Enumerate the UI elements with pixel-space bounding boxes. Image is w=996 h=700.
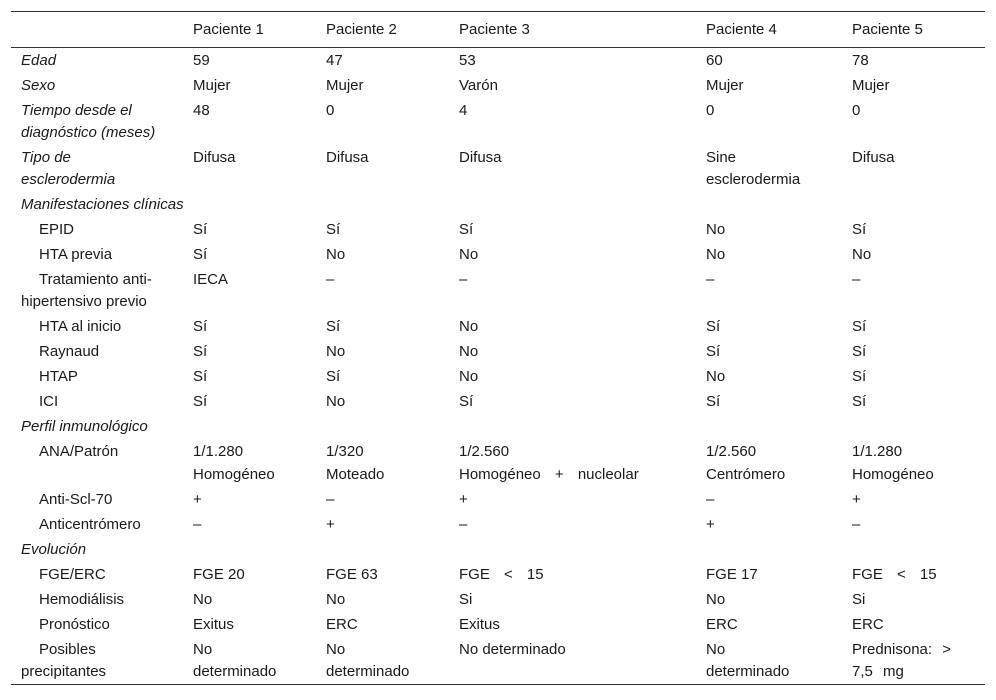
table-body (11, 48, 985, 685)
row-label: Sexo (21, 77, 56, 94)
cell: FGE < 15 (459, 566, 544, 583)
cell: Moteado (326, 466, 385, 483)
cell: 53 (459, 52, 476, 69)
cell: 47 (326, 52, 343, 69)
row-anticentromero (11, 512, 985, 537)
row-ana-patron (11, 439, 985, 464)
cell: Sí (326, 221, 341, 238)
row-label: ANA/Patrón (39, 443, 119, 460)
row-label: Tipo de esclerodermia (21, 149, 116, 188)
cell: 0 (326, 102, 335, 119)
cell: No (459, 318, 479, 335)
row-label: Tiempo desde el diagnóstico (meses) (21, 102, 156, 141)
cell: – (706, 491, 715, 508)
row-ana-patron-detalle (11, 464, 985, 487)
row-label: FGE/ERC (39, 566, 106, 583)
cell: No (852, 246, 872, 263)
cell: ERC (326, 616, 358, 633)
cell: No (706, 221, 726, 238)
cell: FGE 63 (326, 566, 378, 583)
row-label: HTAP (39, 368, 78, 385)
cell: – (706, 271, 715, 288)
cell: 1/320 (326, 443, 364, 460)
section-manifestaciones (11, 192, 985, 217)
cell: Sí (852, 393, 867, 410)
cell: 4 (459, 102, 468, 119)
header-row (11, 12, 985, 48)
cell: + (852, 491, 861, 508)
cell: No determinado (193, 641, 277, 680)
row-label (11, 464, 182, 487)
cell: No (459, 368, 479, 385)
cell: No (706, 246, 726, 263)
cell: – (852, 271, 861, 288)
row-posibles-precipitantes (11, 637, 985, 685)
row-fge-erc (11, 562, 985, 587)
cell: No determinado (459, 641, 566, 658)
cell: Sí (852, 221, 867, 238)
row-ici (11, 389, 985, 414)
row-epid (11, 217, 985, 242)
row-label: HTA previa (39, 246, 113, 263)
row-label: Tratamiento anti-hipertensivo previo (21, 271, 152, 310)
cell: 1/2.560 (706, 443, 757, 460)
cell: Difusa (459, 149, 502, 166)
row-label: Anti-Scl-70 (39, 491, 113, 508)
cell: Sí (706, 318, 721, 335)
header-paciente-2: Paciente 2 (326, 20, 397, 38)
cell: Sine esclerodermia (706, 149, 801, 188)
cell: No (459, 343, 479, 360)
cell: No (193, 591, 213, 608)
cell: FGE 20 (193, 566, 245, 583)
cell: Homogéneo (852, 466, 934, 483)
cell: ERC (852, 616, 884, 633)
cell: Mujer (852, 77, 890, 94)
row-hemodialisis (11, 587, 985, 612)
cell: No determinado (706, 641, 790, 680)
row-label: ICI (39, 393, 59, 410)
row-raynaud (11, 339, 985, 364)
cell: No (326, 591, 346, 608)
cell: Sí (193, 393, 208, 410)
cell: No (326, 393, 346, 410)
cell: Difusa (193, 149, 236, 166)
cell: – (326, 491, 335, 508)
header-cell-empty (11, 12, 182, 48)
cell: Varón (459, 77, 498, 94)
row-htap (11, 364, 985, 389)
header-paciente-1: Paciente 1 (193, 20, 264, 38)
row-label: HTA al inicio (39, 318, 122, 335)
row-label: Posibles precipitantes (21, 641, 107, 680)
cell: + (459, 491, 468, 508)
cell: Sí (326, 318, 341, 335)
cell: – (459, 516, 468, 533)
header-paciente-4: Paciente 4 (706, 20, 777, 38)
row-pronostico (11, 612, 985, 637)
cell: Centrómero (706, 466, 786, 483)
cell: Sí (193, 368, 208, 385)
cell: + (326, 516, 335, 533)
row-tratamiento-previo (11, 267, 985, 314)
section-perfil-inmunologico (11, 414, 985, 439)
section-title: Evolución (21, 541, 87, 558)
cell: Mujer (326, 77, 364, 94)
cell: 1/2.560 (459, 443, 510, 460)
cell: Sí (326, 368, 341, 385)
cell: FGE < 15 (852, 566, 937, 583)
header-paciente-3: Paciente 3 (459, 20, 530, 38)
cell: Homogéneo + nucleolar (459, 466, 639, 483)
section-title: Manifestaciones clínicas (21, 196, 184, 213)
cell: 0 (706, 102, 715, 119)
cell: Sí (459, 393, 474, 410)
cell: 59 (193, 52, 210, 69)
cell: Mujer (706, 77, 744, 94)
cell: Sí (193, 318, 208, 335)
header-paciente-5: Paciente 5 (852, 20, 923, 38)
row-sexo (11, 73, 985, 98)
cell: Sí (193, 221, 208, 238)
row-edad (11, 48, 985, 74)
cell: No determinado (326, 641, 410, 680)
cell: – (459, 271, 468, 288)
row-label: Hemodiálisis (39, 591, 125, 608)
cell: 1/1.280 (193, 443, 244, 460)
cell: Difusa (852, 149, 895, 166)
cell: 1/1.280 (852, 443, 903, 460)
cell: Si (459, 591, 473, 608)
row-tipo-esclerodermia (11, 145, 985, 192)
cell: Exitus (193, 616, 234, 633)
cell: 60 (706, 52, 723, 69)
cell: Sí (706, 343, 721, 360)
cell: Sí (852, 318, 867, 335)
section-evolucion (11, 537, 985, 562)
row-hta-previa (11, 242, 985, 267)
row-hta-inicio (11, 314, 985, 339)
cell: Sí (852, 343, 867, 360)
cell: No (459, 246, 479, 263)
cell: Exitus (459, 616, 500, 633)
cell: 0 (852, 102, 861, 119)
cell: 78 (852, 52, 869, 69)
cell: Si (852, 591, 866, 608)
cell: + (193, 491, 202, 508)
cell: Mujer (193, 77, 231, 94)
cell: Sí (193, 246, 208, 263)
cell: Sí (459, 221, 474, 238)
row-label: Anticentrómero (39, 516, 141, 533)
cell: Sí (193, 343, 208, 360)
cell: Sí (706, 393, 721, 410)
patients-table (11, 11, 985, 685)
row-label: Raynaud (39, 343, 100, 360)
cell: Sí (852, 368, 867, 385)
cell: IECA (193, 271, 229, 288)
cell: Difusa (326, 149, 369, 166)
cell: No (706, 368, 726, 385)
cell: – (852, 516, 861, 533)
cell: Prednisona: > 7,5 mg (852, 641, 951, 680)
row-label: EPID (39, 221, 75, 238)
cell: + (706, 516, 715, 533)
table-header (11, 12, 985, 48)
cell: No (326, 343, 346, 360)
cell: – (193, 516, 202, 533)
row-label: Pronóstico (39, 616, 110, 633)
row-label: Edad (21, 52, 57, 69)
cell: – (326, 271, 335, 288)
row-tiempo-diagnostico (11, 98, 985, 145)
cell: FGE 17 (706, 566, 758, 583)
cell: No (326, 246, 346, 263)
cell: 48 (193, 102, 210, 119)
row-anti-scl-70 (11, 487, 985, 512)
cell: Homogéneo (193, 466, 275, 483)
cell: No (706, 591, 726, 608)
section-title: Perfil inmunológico (21, 418, 148, 435)
cell: ERC (706, 616, 738, 633)
